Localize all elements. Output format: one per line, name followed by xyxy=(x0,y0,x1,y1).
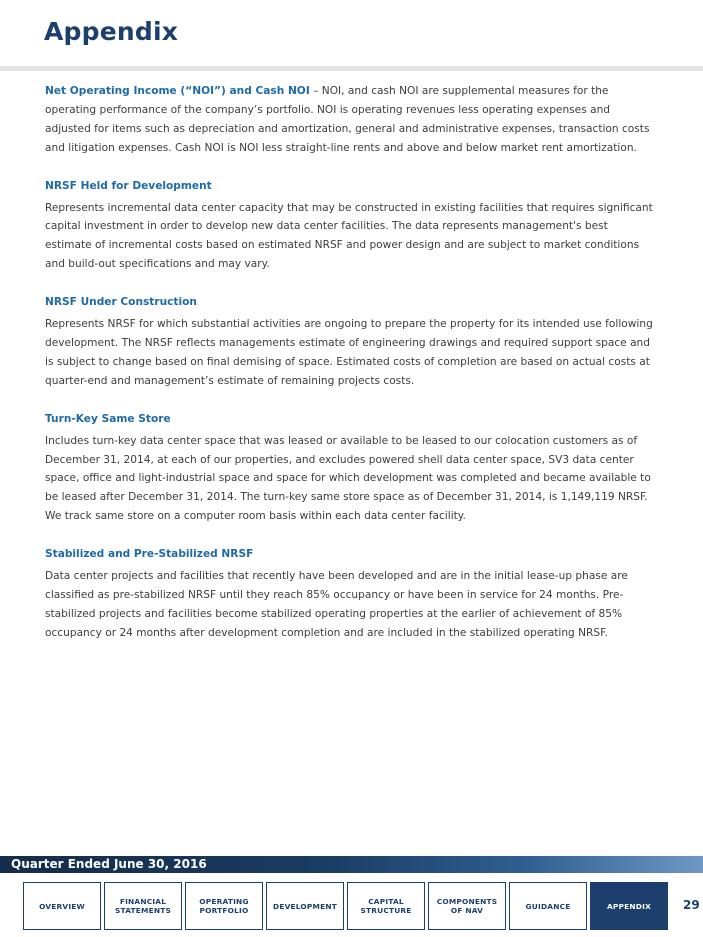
section-nrsf-held-heading: NRSF Held for Development xyxy=(45,179,212,192)
section-same-store xyxy=(45,410,657,526)
nav-appendix-label: APPENDIX xyxy=(607,901,651,911)
title-divider xyxy=(0,66,703,71)
nav-overview[interactable] xyxy=(23,882,101,930)
nav-guidance[interactable] xyxy=(509,882,587,930)
section-nrsf-construction xyxy=(45,293,657,391)
quarter-banner xyxy=(0,856,703,873)
nav-components-of-nav[interactable] xyxy=(428,882,506,930)
section-noi-body: – NOI, and cash NOI are supplemental measures for the operating performance of the company’s portfolio. NOI is operating revenues less operating expenses and adjusted for items such as depreciation and amortization, general and administrative expenses, transaction costs and litigation expenses. Cash NOI is NOI less straight-line rents and above and below market rent amortization. xyxy=(45,85,650,154)
quarter-label: Quarter Ended June 30, 2016 xyxy=(11,857,207,871)
section-nrsf-held-body: Represents incremental data center capacity that may be constructed in existing facilities that requires significant capital investment in order to develop new data center facilities. The data represents management's best estimate of incremental costs based on estimated NRSF and power design and are subject to market conditions and build-out specifications and may vary. xyxy=(45,201,653,271)
nav-components-of-nav-label: COMPONENTS OF NAV xyxy=(436,897,498,915)
nav-financial-statements[interactable] xyxy=(104,882,182,930)
section-stabilized-heading: Stabilized and Pre-Stabilized NRSF xyxy=(45,548,254,561)
nav-appendix[interactable] xyxy=(590,882,668,930)
nav-financial-statements-label: FINANCIAL STATEMENTS xyxy=(115,897,171,915)
section-nav xyxy=(23,882,668,930)
nav-guidance-label: GUIDANCE xyxy=(525,901,571,911)
nav-operating-portfolio-label: OPERATING PORTFOLIO xyxy=(199,897,249,915)
nav-capital-structure[interactable] xyxy=(347,882,425,930)
section-noi-paragraph xyxy=(45,82,657,158)
section-stabilized xyxy=(45,545,657,643)
page-number: 29 xyxy=(683,898,700,912)
section-same-store-body: Includes turn-key data center space that was leased or available to be leased to our colocation customers as of December 31, 2014, at each of our properties, and excludes powered shell data center space, SV3 data center space, office and light-industrial space and space for which development was completed and became available to be leased after December 31, 2014. The turn-key same store space as of December 31, 2014, is 1,149,119 NRSF. We track same store on a computer room basis within each data center facility. xyxy=(45,434,651,523)
section-nrsf-held xyxy=(45,177,657,275)
nav-development[interactable] xyxy=(266,882,344,930)
section-stabilized-body: Data center projects and facilities that recently have been developed and are in the initial lease-up phase are classified as pre-stabilized NRSF until they reach 85% occupancy or have been in service for 24 months. Pre-stabilized projects and facilities become stabilized operating properties at the earlier of achievement of 85% occupancy or 24 months after development completion and are included in the stabilized operating NRSF. xyxy=(45,570,628,639)
nav-capital-structure-label: CAPITAL STRUCTURE xyxy=(360,897,412,915)
section-same-store-heading: Turn-Key Same Store xyxy=(45,412,171,425)
page-title: Appendix xyxy=(44,17,179,46)
nav-overview-label: OVERVIEW xyxy=(39,901,85,911)
section-noi-heading: Net Operating Income (“NOI”) and Cash NOI xyxy=(45,85,310,97)
nav-operating-portfolio[interactable] xyxy=(185,882,263,930)
section-noi xyxy=(45,82,657,158)
nav-development-label: DEVELOPMENT xyxy=(273,901,337,911)
appendix-content xyxy=(45,82,657,662)
section-nrsf-construction-body: Represents NRSF for which substantial activities are ongoing to prepare the property for its intended use following development. The NRSF reflects managements estimate of engineering drawings and required support space and is subject to change based on final demising of space. Estimated costs of completion are based on actual costs at quarter-end and management’s estimate of remaining projects costs. xyxy=(45,318,653,387)
section-nrsf-construction-heading: NRSF Under Construction xyxy=(45,296,197,309)
